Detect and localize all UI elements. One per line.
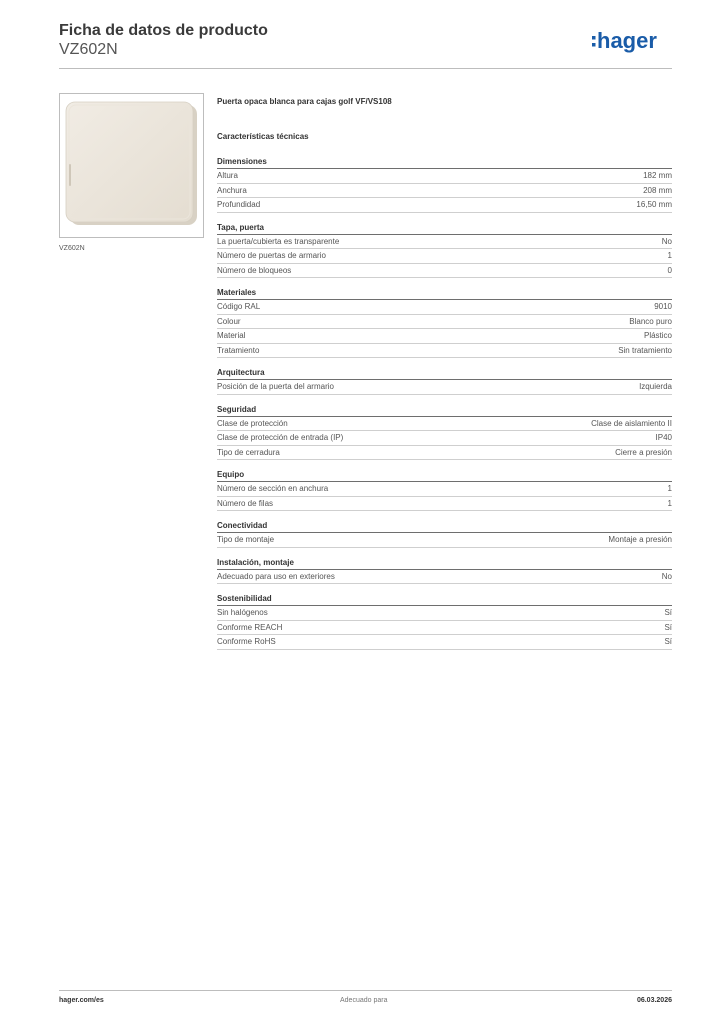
spec-row	[217, 184, 672, 199]
spec-section	[217, 367, 672, 395]
spec-section-title: Equipo	[217, 469, 672, 482]
page-title: Ficha de datos de producto	[59, 22, 268, 39]
spec-label: Código RAL	[217, 302, 261, 311]
spec-row	[217, 235, 672, 250]
spec-row	[217, 264, 672, 279]
spec-row	[217, 329, 672, 344]
spec-value: IP40	[655, 433, 672, 442]
spec-section-title: Seguridad	[217, 404, 672, 417]
spec-value: No	[661, 571, 672, 581]
spec-row	[217, 249, 672, 264]
product-details	[217, 96, 672, 659]
spec-label: Tratamiento	[217, 345, 260, 355]
spec-value: Clase de aislamiento II	[591, 418, 672, 428]
spec-sections	[217, 156, 672, 650]
spec-label: La puerta/cubierta es transparente	[217, 236, 340, 246]
spec-label: Sin halógenos	[217, 608, 268, 617]
spec-value: Cierre a presión	[615, 447, 672, 457]
spec-section	[217, 557, 672, 585]
spec-value: Blanco puro	[629, 316, 672, 326]
spec-label: Posición de la puerta del armario	[217, 382, 334, 391]
spec-value: Sí	[664, 622, 672, 632]
spec-section-title: Tapa, puerta	[217, 222, 672, 235]
spec-row	[217, 380, 672, 395]
spec-row	[217, 570, 672, 585]
spec-value: Sí	[664, 637, 672, 646]
spec-label: Número de sección en anchura	[217, 484, 329, 493]
spec-section-title: Dimensiones	[217, 156, 672, 169]
spec-section-title: Materiales	[217, 287, 672, 300]
product-description: Puerta opaca blanca para cajas golf VF/VS108	[217, 97, 392, 106]
spec-section	[217, 520, 672, 548]
spec-row	[217, 497, 672, 512]
logo-text: hager	[597, 28, 657, 53]
spec-label: Número de puertas de armario	[217, 251, 326, 260]
header-divider	[59, 68, 672, 69]
spec-row	[217, 198, 672, 213]
hager-logo	[592, 26, 674, 56]
spec-label: Tipo de cerradura	[217, 447, 280, 457]
spec-row	[217, 482, 672, 497]
spec-value: 182 mm	[643, 171, 672, 180]
spec-row	[217, 431, 672, 446]
spec-label: Clase de protección	[217, 418, 288, 428]
technical-characteristics-heading: Características técnicas	[217, 132, 309, 141]
spec-value: Sí	[664, 608, 672, 617]
spec-label: Número de filas	[217, 498, 274, 508]
spec-section-title: Sostenibilidad	[217, 593, 672, 606]
spec-value: Montaje a presión	[608, 535, 672, 544]
product-code: VZ602N	[59, 41, 118, 58]
spec-value: 1	[667, 251, 672, 260]
footer-date: 06.03.2026	[636, 997, 672, 1004]
spec-section	[217, 469, 672, 511]
spec-value: No	[661, 236, 672, 246]
spec-label: Conforme REACH	[217, 622, 283, 632]
spec-row	[217, 621, 672, 636]
spec-section-title: Instalación, montaje	[217, 557, 672, 570]
footer-center-text: Adecuado para	[340, 997, 388, 1004]
spec-row	[217, 635, 672, 650]
product-image-drawing	[60, 94, 203, 237]
product-image	[59, 93, 204, 238]
spec-value: Sin tratamiento	[618, 345, 672, 355]
spec-value: 1	[667, 484, 672, 493]
spec-section	[217, 593, 672, 650]
spec-label: Clase de protección de entrada (IP)	[217, 433, 344, 442]
spec-row	[217, 300, 672, 315]
spec-value: 1	[667, 498, 672, 508]
spec-row	[217, 606, 672, 621]
spec-value: 16,50 mm	[636, 200, 672, 209]
spec-value: Plástico	[643, 331, 672, 340]
spec-label: Material	[217, 331, 246, 340]
spec-label: Profundidad	[217, 200, 261, 209]
spec-value: Izquierda	[639, 382, 672, 391]
footer-website: hager.com/es	[59, 997, 104, 1004]
spec-row	[217, 533, 672, 548]
spec-label: Anchura	[217, 185, 247, 195]
spec-label: Altura	[217, 171, 238, 180]
spec-label: Tipo de montaje	[217, 535, 275, 544]
spec-section	[217, 404, 672, 461]
spec-section-title: Arquitectura	[217, 367, 672, 380]
spec-value: 208 mm	[643, 185, 672, 195]
footer-divider	[59, 990, 672, 991]
spec-label: Conforme RoHS	[217, 637, 276, 646]
spec-value: 0	[667, 265, 672, 275]
spec-value: 9010	[654, 302, 672, 311]
spec-section	[217, 287, 672, 358]
spec-row	[217, 315, 672, 330]
spec-label: Colour	[217, 316, 241, 326]
spec-row	[217, 446, 672, 461]
spec-row	[217, 169, 672, 184]
spec-section	[217, 156, 672, 213]
product-image-caption: VZ602N	[59, 245, 85, 252]
spec-row	[217, 417, 672, 432]
spec-row	[217, 344, 672, 359]
spec-label: Número de bloqueos	[217, 265, 292, 275]
spec-label: Adecuado para uso en exteriores	[217, 571, 335, 581]
spec-section	[217, 222, 672, 279]
spec-section-title: Conectividad	[217, 520, 672, 533]
